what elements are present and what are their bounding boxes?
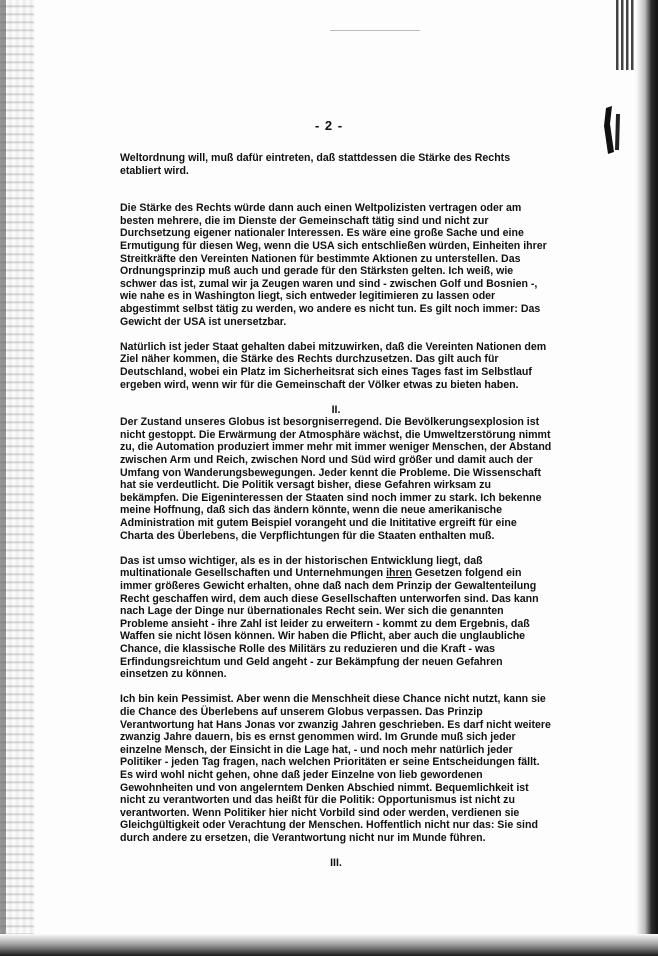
paragraph-text: Das ist umso wichtiger, als es in der historischen Entwicklung liegt, daß multinationale Gesellschaften und Unternehmungen bbox=[120, 554, 483, 580]
paragraph bbox=[120, 555, 552, 681]
scan-edge-right bbox=[636, 0, 658, 956]
page-number: - 2 - bbox=[314, 118, 344, 133]
section-heading-ii: II. bbox=[331, 403, 341, 416]
paragraph-text: Gesetzen folgend ein immer größeres Gewicht erhalten, ohne daß nach dem Prinzip der Gewaltenteilung Recht geschaffen wird, dem auch diese Gesellschaften unterworfen sind. Das kann nach Lage der Dinge nur übernationales Recht sein. Wer sich die genannten Probleme ansieht - ihre Zahl ist leider zu erweitern - kommt zu dem Ergebnis, daß Waffen sie nicht lösen können. Wir haben die Pflicht, aber auch die unglaubliche Chance, die klassische Rolle des Militärs zu reduzieren und die Kraft - was Erfindungsreichtum und Geld angeht - zur Bekämpfung der neuen Gefahren einsetzen zu können. bbox=[120, 567, 539, 681]
scan-faint-line bbox=[330, 30, 420, 31]
paragraph: Der Zustand unseres Globus ist besorgniserregend. Die Bevölkerungsexplosion ist nicht gestoppt. Die Erwärmung der Atmosphäre wächst, die Umweltzerstörung nimmt zu, die Automation produziert immer mehr mit immer weniger Menschen, der Abstand zwischen Arm und Reich, zwischen Nord und Süd wird größer und damit auch der Umfang von Wanderungsbewegungen. Jeder kennt die Probleme. Die Wissenschaft hat sie verdeutlicht. Die Politik versagt bisher, diese Gefahren wirksam zu bekämpfen. Die Eigeninteressen der Staaten sind noch immer zu stark. Ich bekenne meine Hoffnung, daß sich das ändern könnte, wenn die neue amerikanische Administration mit gutem Beispiel vorangeht und die Inititative ergreift für eine Charta des Überlebens, die Verpflichtungen für die Staaten enthalten muß. bbox=[120, 416, 552, 542]
scan-edge-bottom bbox=[0, 934, 658, 956]
paragraph: Ich bin kein Pessimist. Aber wenn die Menschheit diese Chance nicht nutzt, kann sie die Chance des Überlebens auf unserem Globus verpassen. Das Prinzip Verantwortung hat Hans Jonas vor zwanzig Jahren geschrieben. Es darf nicht weitere zwanzig Jahre dauern, bis es ernst genommen wird. Im Grunde muß sich jeder einzelne Mensch, der Einsicht in die Lage hat, - und noch mehr natürlich jeder Politiker - jeden Tag fragen, nach welchen Prioritäten er seine Entscheidungen fällt. Es wird wohl nicht gehen, ohne daß jeder Einzelne von lieb gewordenen Gewohnheiten und von angelerntem Denken Abschied nimmt. Bequemlichkeit ist nicht zu verantworten und das heißt für die Politik: Opportunismus ist nicht zu verantworten. Wenn Politiker hier nicht Vorbild sind oder werden, verdienen sie Gleichgültigkeit oder Verachtung der Menschen. Hoffentlich nicht nur das: Sie sind durch andere zu ersetzen, die Verantwortung nicht nur im Munde führen. bbox=[120, 693, 551, 844]
section-heading-iii: III. bbox=[330, 857, 342, 870]
underlined-word: ihren bbox=[386, 567, 412, 580]
paragraph: Natürlich ist jeder Staat gehalten dabei mitzuwirken, daß die Vereinten Nationen dem Ziel näher kommen, die Stärke des Rechts durchzusetzen. Das gilt auch für Deutschland, wobei ein Platz im Sicherheitsrat sich eines Tages fast im Selbstlauf ergeben wird, wenn wir für die Gemeinschaft der Völker etwas zu bieten haben. bbox=[120, 340, 547, 391]
paragraph: Weltordnung will, muß dafür eintreten, daß stattdessen die Stärke des Rechts etabliert wird. bbox=[120, 152, 511, 177]
scan-edge-top-right bbox=[616, 0, 636, 70]
paragraph: Die Stärke des Rechts würde dann auch einen Weltpolizisten vertragen oder am besten mehrere, die im Dienste der Gemeinschaft tätig sind und nicht zur Durchsetzung eigener nationaler Interessen. Es wäre eine große Sache und eine Ermutigung für diesen Weg, wenn die USA sich entschließen würden, Einheiten ihrer Streitkräfte den Vereinten Nationen für bestimmte Aktionen zu unterstellen. Das Ordnungsprinzip muß auch und gerade für den Stärksten gelten. Ich weiß, wie schwer das ist, zumal wir ja Zeugen waren und sind - zwischen Golf und Bosnien -, wie nahe es in Washington liegt, sich entweder legitimieren zu lassen oder abgestimmt selbst tätig zu werden, wo andere es nicht tun. Es gilt noch immer: Das Gewicht der USA ist unersetzbar. bbox=[120, 202, 547, 328]
document-body bbox=[120, 152, 552, 870]
scan-edge-left-border bbox=[0, 0, 6, 956]
